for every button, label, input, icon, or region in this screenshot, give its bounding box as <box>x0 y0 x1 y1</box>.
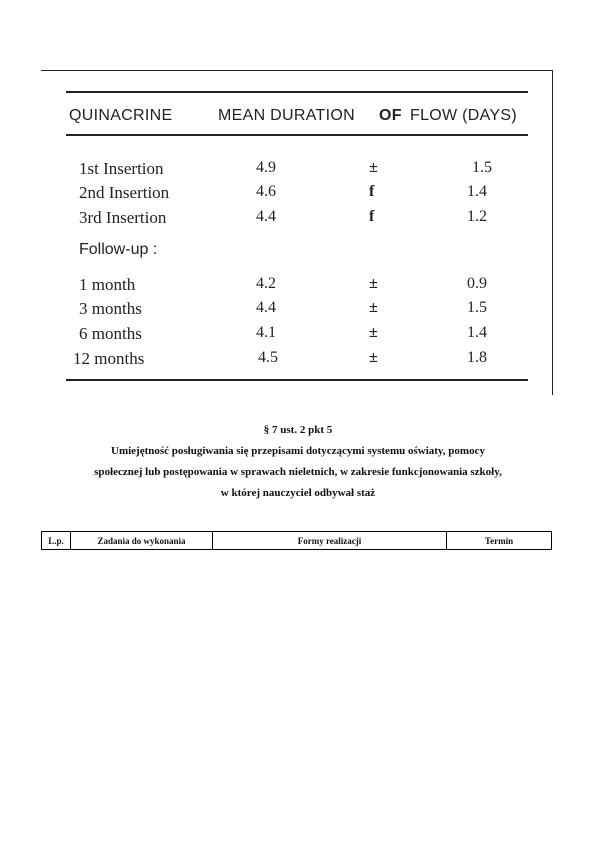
header-quinacrine: QUINACRINE <box>69 107 173 124</box>
header-rule <box>66 134 528 136</box>
top-rule <box>66 91 528 93</box>
row-sd: 1.8 <box>467 349 487 366</box>
row-plus-minus: ± <box>369 275 378 292</box>
section-text-line-1: Umiejętność posługiwania się przepisami dotyczącymi systemu oświaty, pomocy <box>111 445 485 457</box>
header-mean-duration: MEAN DURATION <box>218 107 355 124</box>
row-plus-minus: ± <box>369 299 378 316</box>
row-label: 1st Insertion <box>79 159 164 178</box>
row-label: 1 month <box>79 275 136 294</box>
col-header-tasks: Zadania do wykonania <box>71 532 213 550</box>
row-mean: 4.6 <box>256 183 276 200</box>
row-mean: 4.2 <box>256 275 276 292</box>
row-sd: 1.4 <box>467 183 487 200</box>
header-flow-days: FLOW (DAYS) <box>410 107 518 124</box>
follow-up-label: Follow-up : <box>79 241 158 258</box>
row-sd: 1.5 <box>467 299 487 316</box>
row-plus-minus: ± <box>369 324 378 341</box>
row-label: 12 months <box>73 349 145 368</box>
col-header-forms: Formy realizacji <box>213 532 447 550</box>
bottom-rule <box>66 379 528 381</box>
row-label: 3 months <box>79 299 142 318</box>
header-of: OF <box>379 107 402 124</box>
section-text-line-3: w której nauczyciel odbywał staż <box>220 487 376 499</box>
row-plus-minus: ± <box>369 159 378 176</box>
scanned-table-image <box>41 70 553 395</box>
row-mean: 4.4 <box>256 208 276 225</box>
table-header-row <box>42 532 552 550</box>
row-plus-minus: f <box>369 208 375 225</box>
row-sd: 1.2 <box>467 208 487 225</box>
row-mean: 4.1 <box>256 324 276 341</box>
col-header-deadline: Termin <box>447 532 552 550</box>
section-title: § 7 ust. 2 pkt 5 <box>263 424 333 436</box>
row-sd: 0.9 <box>467 275 487 292</box>
section-text-line-2: społecznej lub postępowania w sprawach nieletnich, w zakresie funkcjonowania szkoły, <box>94 466 502 478</box>
row-plus-minus: ± <box>369 349 378 366</box>
row-plus-minus: f <box>369 183 375 200</box>
row-label: 2nd Insertion <box>79 183 170 202</box>
row-label: 6 months <box>79 324 142 343</box>
row-sd: 1.4 <box>467 324 487 341</box>
tasks-table <box>41 531 552 550</box>
row-mean: 4.5 <box>258 349 278 366</box>
row-sd: 1.5 <box>472 159 492 176</box>
row-mean: 4.9 <box>256 159 276 176</box>
row-label: 3rd Insertion <box>79 208 167 227</box>
row-mean: 4.4 <box>256 299 276 316</box>
col-header-lp: L.p. <box>42 532 71 550</box>
